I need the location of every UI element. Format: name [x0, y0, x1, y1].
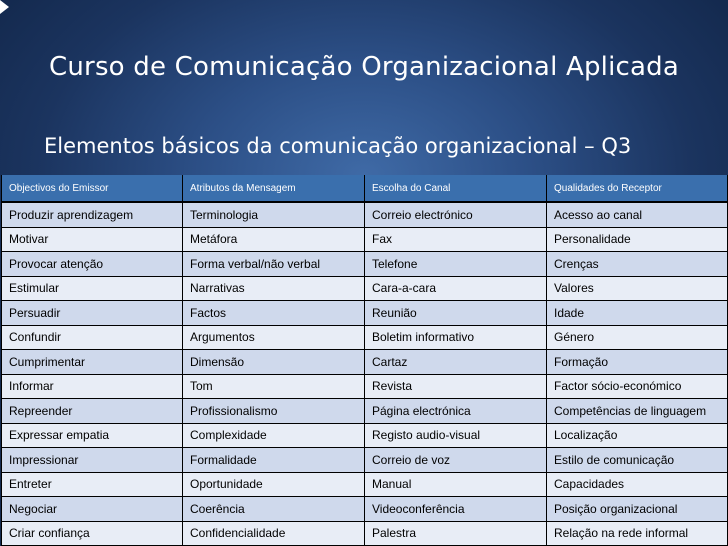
- table-cell: Terminologia: [183, 202, 365, 227]
- table-cell: Manual: [365, 472, 547, 497]
- slide-title: Curso de Comunicação Organizacional Aplicada: [49, 52, 679, 82]
- table-row: [2, 448, 728, 473]
- table-row: [2, 276, 728, 301]
- table-cell: Formalidade: [183, 448, 365, 473]
- table-cell: Formação: [547, 350, 728, 375]
- table-cell: Idade: [547, 301, 728, 326]
- slide-subtitle: Elementos básicos da comunicação organizacional – Q3: [44, 134, 632, 158]
- table-cell: Confidencialidade: [183, 521, 365, 546]
- corner-mark-icon: [0, 0, 10, 14]
- table-cell: Expressar empatia: [2, 423, 183, 448]
- table-cell: Impressionar: [2, 448, 183, 473]
- table-cell: Negociar: [2, 497, 183, 522]
- table-cell: Entreter: [2, 472, 183, 497]
- table-cell: Registo audio-visual: [365, 423, 547, 448]
- column-header: Atributos da Mensagem: [183, 175, 365, 202]
- table-cell: Confundir: [2, 325, 183, 350]
- table-row: [2, 497, 728, 522]
- table-cell: Valores: [547, 276, 728, 301]
- table-cell: Revista: [365, 374, 547, 399]
- table-cell: Página electrónica: [365, 399, 547, 424]
- table-cell: Reunião: [365, 301, 547, 326]
- table-cell: Acesso ao canal: [547, 202, 728, 227]
- column-header: Qualidades do Receptor: [547, 175, 728, 202]
- table-row: [2, 325, 728, 350]
- table-cell: Correio de voz: [365, 448, 547, 473]
- table-cell: Estimular: [2, 276, 183, 301]
- table-cell: Posição organizacional: [547, 497, 728, 522]
- table-cell: Telefone: [365, 252, 547, 277]
- table-header-row: [2, 175, 728, 202]
- table-cell: Palestra: [365, 521, 547, 546]
- table-cell: Metáfora: [183, 227, 365, 252]
- table-cell: Forma verbal/não verbal: [183, 252, 365, 277]
- table-cell: Crenças: [547, 252, 728, 277]
- table-cell: Narrativas: [183, 276, 365, 301]
- table-cell: Boletim informativo: [365, 325, 547, 350]
- table-cell: Produzir aprendizagem: [2, 202, 183, 227]
- table-cell: Coerência: [183, 497, 365, 522]
- table-row: [2, 202, 728, 227]
- column-header: Escolha do Canal: [365, 175, 547, 202]
- table-cell: Competências de linguagem: [547, 399, 728, 424]
- table-cell: Complexidade: [183, 423, 365, 448]
- table-cell: Género: [547, 325, 728, 350]
- communication-elements-table: [1, 175, 728, 546]
- table-row: [2, 374, 728, 399]
- table-cell: Provocar atenção: [2, 252, 183, 277]
- column-header: Objectivos do Emissor: [2, 175, 183, 202]
- table-cell: Localização: [547, 423, 728, 448]
- table-cell: Criar confiança: [2, 521, 183, 546]
- table-cell: Fax: [365, 227, 547, 252]
- table-cell: Capacidades: [547, 472, 728, 497]
- table-cell: Relação na rede informal: [547, 521, 728, 546]
- table-cell: Cumprimentar: [2, 350, 183, 375]
- table-cell: Videoconferência: [365, 497, 547, 522]
- table-cell: Informar: [2, 374, 183, 399]
- table-cell: Profissionalismo: [183, 399, 365, 424]
- table-row: [2, 350, 728, 375]
- table-cell: Motivar: [2, 227, 183, 252]
- table-cell: Factor sócio-económico: [547, 374, 728, 399]
- table-row: [2, 252, 728, 277]
- table-cell: Dimensão: [183, 350, 365, 375]
- table-cell: Argumentos: [183, 325, 365, 350]
- table-row: [2, 399, 728, 424]
- table-cell: Correio electrónico: [365, 202, 547, 227]
- table-cell: Personalidade: [547, 227, 728, 252]
- table-row: [2, 301, 728, 326]
- table-cell: Cara-a-cara: [365, 276, 547, 301]
- table-cell: Estilo de comunicação: [547, 448, 728, 473]
- table-cell: Tom: [183, 374, 365, 399]
- table-cell: Cartaz: [365, 350, 547, 375]
- table-row: [2, 472, 728, 497]
- table-cell: Repreender: [2, 399, 183, 424]
- table-cell: Persuadir: [2, 301, 183, 326]
- table-cell: Oportunidade: [183, 472, 365, 497]
- table-cell: Factos: [183, 301, 365, 326]
- table-row: [2, 227, 728, 252]
- table-row: [2, 521, 728, 546]
- table-row: [2, 423, 728, 448]
